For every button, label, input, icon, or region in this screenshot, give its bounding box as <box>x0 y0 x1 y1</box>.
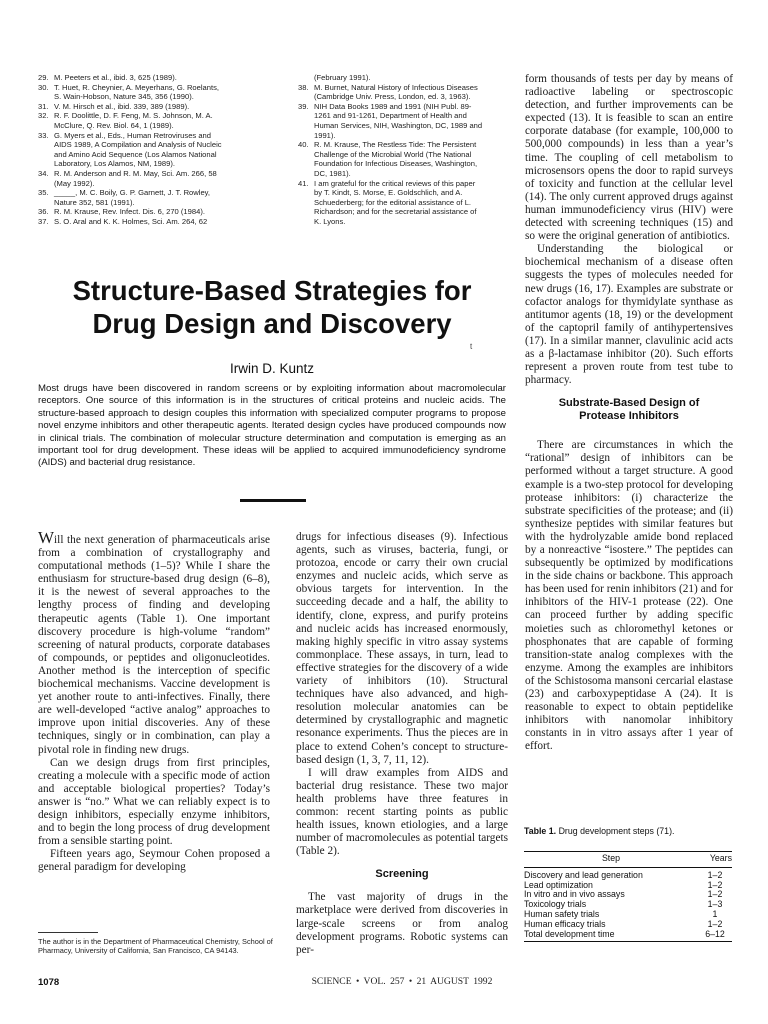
reference-text: _____, M. C. Boily, G. P. Garnett, J. T. Rowley, <box>54 188 211 198</box>
reference-number <box>298 150 314 160</box>
reference-line <box>298 179 506 189</box>
reference-number <box>298 188 314 198</box>
reference-number: 31. <box>38 101 49 111</box>
reference-text: 1991). <box>314 130 336 140</box>
reference-text: Schuederberg; for the editorial assistance of L. <box>314 197 472 207</box>
paragraph: The vast majority of drugs in the marketplace were derived from discoveries in large-scale screens or from analog development programs. Robotic systems can per- <box>296 891 508 956</box>
reference-text: R. M. Krause, The Restless Tide: The Persistent <box>314 140 477 150</box>
page-number: 1078 <box>38 977 60 988</box>
heading-line-1: Substrate-Based Design of <box>558 397 700 410</box>
reference-text: Challenge of the Microbial World (The National <box>314 149 472 159</box>
abstract: Most drugs have been discovered in random screens or by exploiting information about macromolecular receptors. One source of this information is in the structures of critical proteins and nucleic acids. The structure-based approach to design couples this information with specialized computer programs to propose novel enzyme inhibitors and other therapeutic agents. Iterated design cycles have produced compounds now in clinical trials. The combination of molecular structure determination and computation is emerging as an important tool for drug development. These ideas will be applied to acquired immunodeficiency syndrome (AIDS) and bacterial drug resistance. <box>38 383 506 469</box>
reference-line <box>298 207 506 217</box>
section-heading-protease <box>525 397 733 423</box>
reference-text: S. O. Aral and K. K. Holmes, Sci. Am. 264, 62 <box>54 216 208 226</box>
reference-text: AIDS 1989, A Compilation and Analysis of Nucleic <box>54 140 222 150</box>
reference-line <box>298 188 506 198</box>
reference-line <box>38 73 286 83</box>
reference-text: Nature 352, 581 (1991). <box>54 197 135 207</box>
reference-number: 34. <box>38 168 49 178</box>
reference-number: 32. <box>38 111 49 121</box>
title-line-1: Structure-Based Strategies for <box>72 275 472 306</box>
drug-steps-table <box>524 851 732 942</box>
reference-text: DC, 1981). <box>314 168 351 178</box>
reference-line <box>38 179 286 189</box>
reference-number: 36. <box>38 207 49 217</box>
references-middle <box>298 73 506 227</box>
reference-text: and Amino Acid Sequence (Los Alamos National <box>54 149 217 159</box>
reference-line <box>298 121 506 131</box>
cell-years: 1–3 <box>707 899 723 910</box>
body-column-3 <box>525 73 733 754</box>
reference-line <box>38 159 286 169</box>
cell-years: 1 <box>712 908 718 919</box>
cell-step: In vitro and in vivo assays <box>524 889 625 900</box>
paragraph: I will draw examples from AIDS and bacterial drug resistance. These two major health problems have three features in common: recent starting points as public health issues, known etiologies, and a large number of macromolecules as potential targets (Table 2). <box>296 766 508 858</box>
reference-number <box>298 198 314 208</box>
reference-number <box>38 179 54 189</box>
reference-number <box>298 131 314 141</box>
cell-years: 6–12 <box>698 930 732 942</box>
footnote-rule <box>38 932 98 933</box>
column-header-years: Years <box>698 852 732 868</box>
reference-text: 1261 and 91-1261, Department of Health and <box>314 111 467 121</box>
reference-text: by T. Kindt, S. Morse, E. Goldschlich, and A. <box>314 188 463 198</box>
paragraph-text: ill the next generation of pharmaceuticals arise from a combination of crystallography and computational methods (1–5)? While I share the enthusiasm for structure-based drug design (6–8), it is the newest of several approaches to the lengthy process of finding and developing therapeutic agents (Table 1). One important discovery procedure is high-volume “random” screening of natural products, corporate databases of compounds, or peptides and oligonucleotides. Another method is the interception of specific biochemical mechanisms. Vaccine development is yet another route to anti-infectives. Finally, there are well-developed “active analog” approaches to improve upon initial discoveries. Any of these techniques, singly or in combination, can play a pivotal role in finding new drugs. <box>38 534 270 756</box>
cell-step: Human efficacy trials <box>524 918 606 929</box>
heading-line-2: Protease Inhibitors <box>579 410 679 423</box>
reference-text: M. Burnet, Natural History of Infectious Diseases <box>314 82 478 92</box>
body-column-1 <box>38 528 270 874</box>
reference-number: 30. <box>38 82 49 92</box>
body-column-2 <box>296 531 508 957</box>
stray-mark: t <box>470 342 473 351</box>
reference-line <box>298 92 506 102</box>
table-caption-text: Drug development steps (71). <box>558 826 675 836</box>
drop-cap: W <box>38 528 55 547</box>
cell-step: Human safety trials <box>524 908 600 919</box>
cell-step: Toxicology trials <box>524 899 587 910</box>
section-heading-screening: Screening <box>375 868 429 881</box>
reference-text: (May 1992). <box>54 178 95 188</box>
reference-number: 37. <box>38 216 49 226</box>
reference-line <box>38 150 286 160</box>
cell-step: Lead optimization <box>524 879 593 890</box>
reference-number <box>38 159 54 169</box>
table-row <box>524 867 732 880</box>
paragraph: Fifteen years ago, Seymour Cohen proposed a general paradigm for developing <box>38 848 270 874</box>
reference-line <box>298 83 506 93</box>
title-line-2: Drug Design and Discovery <box>92 308 452 339</box>
reference-number: 39. <box>298 101 309 111</box>
reference-line <box>298 150 506 160</box>
reference-line <box>38 131 286 141</box>
reference-text: (February 1991). <box>314 73 371 82</box>
author-footnote: The author is in the Department of Pharmaceutical Chemistry, School of Pharmacy, University of California, San Francisco, CA 94143. <box>38 937 273 956</box>
references-left <box>38 73 286 227</box>
reference-line <box>38 198 286 208</box>
reference-number <box>298 169 314 179</box>
cell-step: Total development time <box>524 930 698 942</box>
reference-line <box>38 217 286 227</box>
reference-number <box>298 111 314 121</box>
reference-text: McClure, Q. Rev. Biol. 64, 1 (1989). <box>54 120 174 130</box>
table-row <box>524 930 732 942</box>
article-title <box>38 274 506 340</box>
reference-number <box>38 198 54 208</box>
reference-number <box>38 92 54 102</box>
reference-line <box>298 217 506 227</box>
reference-number <box>298 121 314 131</box>
reference-text: V. M. Hirsch et al., ibid. 339, 389 (1989). <box>54 101 190 111</box>
reference-text: Human Services, NIH, Washington, DC, 1989 and <box>314 120 483 130</box>
reference-line <box>38 140 286 150</box>
paragraph: Understanding the biological or biochemical mechanism of a disease often suggests the types of molecules needed for new drugs (16, 17). Examples are substrate or cofactor analogs for thymidylate synthase as antitumor agents (18, 19) or the development of the captopril family of antihypertensives (17). In a similar manner, clavulinic acid acts as a β-lactamase inhibitor (20). Such efforts represent a proven route from test tube to pharmacy. <box>525 243 733 387</box>
reference-number: 35. <box>38 188 49 198</box>
table-label: Table 1. <box>524 826 557 836</box>
reference-line <box>38 121 286 131</box>
paragraph <box>38 528 270 757</box>
reference-text: Richardson; and for the secretarial assistance of <box>314 207 477 217</box>
cell-step: Discovery and lead generation <box>524 869 643 880</box>
reference-line <box>298 159 506 169</box>
reference-line <box>38 111 286 121</box>
reference-text: T. Huet, R. Cheynier, A. Meyerhans, G. Roelants, <box>54 82 220 92</box>
reference-number <box>38 121 54 131</box>
reference-number: 41. <box>298 178 309 188</box>
reference-text: Laboratory, Los Alamos, NM, 1989). <box>54 159 175 169</box>
reference-text: NIH Data Books 1989 and 1991 (NIH Publ. 89- <box>314 101 472 111</box>
reference-line <box>38 83 286 93</box>
reference-text: R. M. Krause, Rev. Infect. Dis. 6, 270 (1984). <box>54 207 205 217</box>
reference-text: R. F. Doolittle, D. F. Feng, M. S. Johnson, M. A. <box>54 111 213 121</box>
reference-number <box>38 140 54 150</box>
running-footer: SCIENCE • VOL. 257 • 21 AUGUST 1992 <box>311 976 493 987</box>
reference-number <box>298 207 314 217</box>
paragraph: There are circumstances in which the “rational” design of inhibitors can be performed without a target structure. A good example is a two-step protocol for developing protease inhibitors: (i) characterize the substrate specificities of the protease; and (ii) synthesize peptides with similar features but with the hydrolyzable amide bond replaced by a nonreactive “isostere.” The peptides can subsequently be optimized by modifications in the side chains or backbone. This approach has been used for renin inhibitors (21) and for inhibitors of the HIV-1 protease (22). One can proceed further by adding specific moieties such as chloromethyl ketones or phosphonates that are capable of forming transition-state analog complexes with the enzyme. Among the examples are inhibitors of the Schistosoma mansoni cercarial elastase (23) and carboxypeptidase A (24). It is reasonable to expect to obtain peptidelike inhibitors with nanomolar inhibitory constants in in vitro assays after 1 year of effort. <box>525 439 733 753</box>
reference-number: 33. <box>38 130 49 140</box>
reference-text: K. Lyons. <box>314 216 346 226</box>
reference-number <box>298 73 314 83</box>
reference-number <box>298 159 314 169</box>
reference-text: R. M. Anderson and R. M. May, Sci. Am. 266, 58 <box>54 168 217 178</box>
abstract-rule <box>240 499 306 502</box>
cell-years: 1–2 <box>707 889 723 900</box>
reference-text: M. Peeters et al., ibid. 3, 625 (1989). <box>54 73 177 82</box>
reference-line <box>38 188 286 198</box>
reference-text: G. Myers et al., Eds., Human Retroviruses and <box>54 130 211 140</box>
reference-text: S. Wain-Hobson, Nature 345, 356 (1990). <box>54 92 194 102</box>
reference-text: (Cambridge Univ. Press, London, ed. 3, 1963). <box>314 92 471 102</box>
cell-years: 1–2 <box>707 879 723 890</box>
reference-line <box>298 111 506 121</box>
column-header-step: Step <box>524 852 698 868</box>
reference-line <box>298 169 506 179</box>
reference-number: 29. <box>38 73 49 82</box>
reference-line <box>298 140 506 150</box>
reference-number: 38. <box>298 82 309 92</box>
reference-number <box>298 217 314 227</box>
reference-line <box>298 198 506 208</box>
table-1 <box>524 826 732 942</box>
author-name: Irwin D. Kuntz <box>229 361 315 376</box>
reference-line <box>298 102 506 112</box>
reference-line <box>298 131 506 141</box>
reference-line <box>38 92 286 102</box>
reference-line <box>298 73 506 83</box>
reference-number <box>298 92 314 102</box>
reference-number <box>38 150 54 160</box>
reference-line <box>38 169 286 179</box>
reference-number: 40. <box>298 140 309 150</box>
cell-years: 1–2 <box>707 869 723 880</box>
reference-text: Foundation for Infectious Diseases, Washington, <box>314 159 478 169</box>
cell-years: 1–2 <box>707 918 723 929</box>
reference-line <box>38 207 286 217</box>
reference-line <box>38 102 286 112</box>
paragraph: Can we design drugs from first principles, creating a molecule with a specific mode of action and acceptable biological properties? Today’s answer is “no.” What we can reliably expect is to design inhibitors, especially enzyme inhibitors, and to begin the long process of drug development from a sensible starting point. <box>38 756 270 848</box>
paragraph: form thousands of tests per day by means of radioactive labeling or spectroscopic detection, and further improvements can be expected (13). It is feasible to scan an entire corporate database (for example, 100,000 to 500,000 compounds) in less than a year’s time. The coupling of cell metabolism to microsensors opens the door to rapid surveys of toxicity and function at the cellular level (14). The only current approved drugs against human immunodeficiency virus (HIV) were detected with screening techniques (15) and so were the original generation of antibiotics. <box>525 73 733 243</box>
paragraph: drugs for infectious diseases (9). Infectious agents, such as viruses, bacteria, fungi, or protozoa, encode or carry their own crucial enzymes and nucleic acids, which serve as obvious targets for intervention. In the succeeding decade and a half, the ability to identify, clone, express, and purify proteins and nucleic acids has increased enormously, making highly specific in vitro assay systems commonplace. These assays, in turn, lead to effective strategies for the discovery of a wide variety of inhibitors (10). Structural techniques have also advanced, and high-resolution molecular anatomies can be determined by crystallographic and magnetic resonance experiments. Thus the pieces are in place to extend Cohen’s concept to structure-based design (1, 3, 7, 11, 12). <box>296 531 508 766</box>
table-caption <box>524 826 732 837</box>
reference-text: I am grateful for the critical reviews of this paper <box>314 178 476 188</box>
